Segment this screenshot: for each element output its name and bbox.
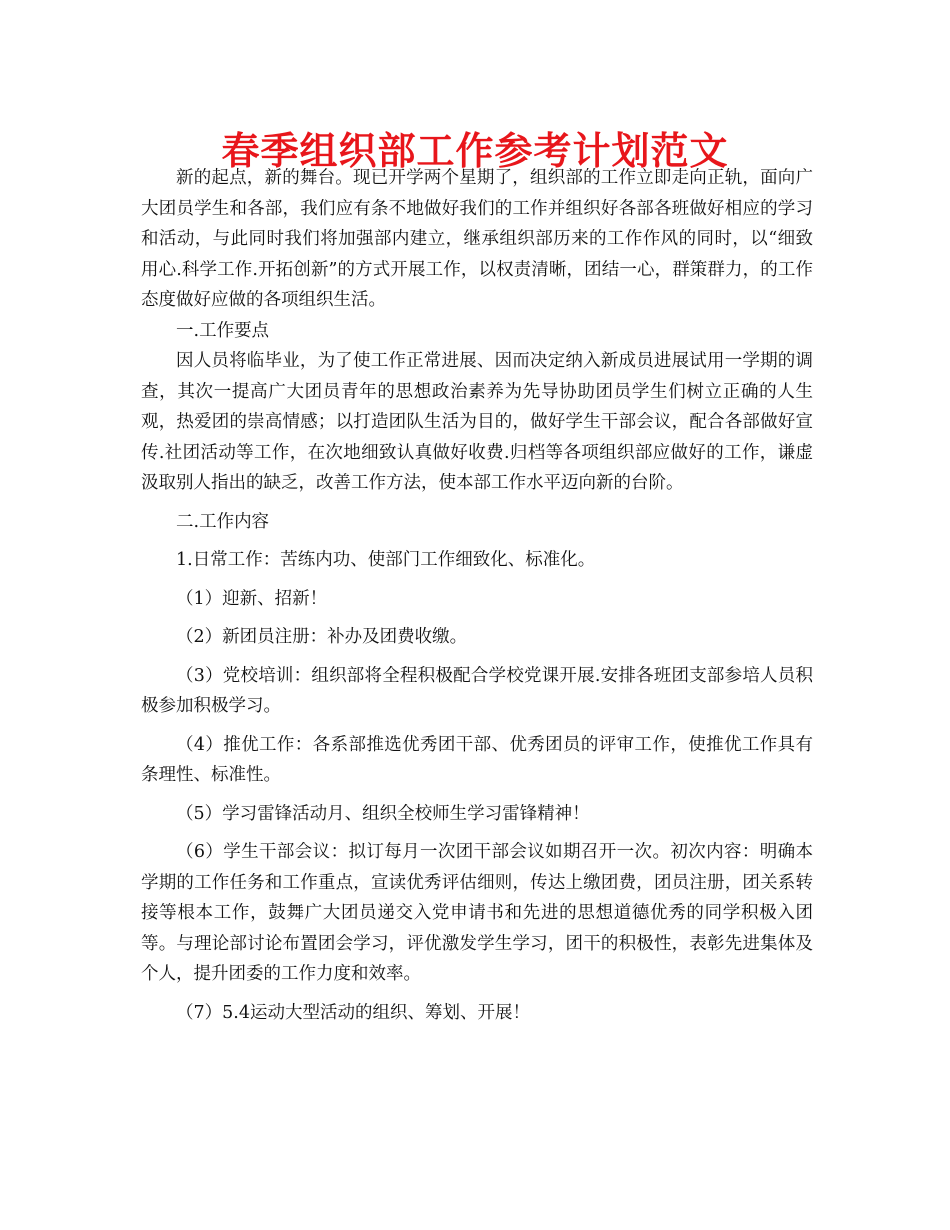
list-item-3: （3）党校培训：组织部将全程积极配合学校党课开展.安排各班团支部参培人员积极参加积极学习。: [141, 665, 813, 716]
list-item-7: （7）5.4运动大型活动的组织、筹划、开展！: [176, 1002, 530, 1023]
paragraph-intro: 新的起点，新的舞台。现已开学两个星期了，组织部的工作立即走向正轨，面向广大团员学生和各部，我们应有条不地做好我们的工作并组织好各部各班做好相应的学习和活动，与此同时我们将加强部内建立，继承组织部历来的工作作风的同时，以“细致用心.科学工作.开拓创新”的方式开展工作，以权责清晰，团结一心，群策群力，的工作态度做好应做的各项组织生活。: [141, 168, 813, 310]
list-item-1: （1）迎新、招新！: [176, 588, 328, 609]
paragraph-work-points: 因人员将临毕业，为了使工作正常进展、因而决定纳入新成员进展试用一学期的调查，其次一提高广大团员青年的思想政治素养为先导协助团员学生们树立正确的人生观，热爱团的崇高情感；以打造团队生活为目的，做好学生干部会议，配合各部做好宣传.社团活动等工作，在次地细致认真做好收费.归档等各项组织部应做好的工作，谦虚汲取别人指出的缺乏，改善工作方法，使本部工作水平迈向新的台阶。: [141, 351, 813, 493]
list-item-daily-work: 1.日常工作：苦练内功、使部门工作细致化、标准化。: [176, 550, 596, 570]
list-item-2: （2）新团员注册：补办及团费收缴。: [176, 627, 468, 647]
document-body: [141, 163, 813, 1028]
list-item-4: （4）推优工作：各系部推选优秀团干部、优秀团员的评审工作，使推优工作具有条理性、标准性。: [141, 734, 813, 785]
section-heading-work-points: 一.工作要点: [176, 320, 270, 341]
section-heading-work-content: 二.工作内容: [176, 511, 270, 532]
document-title: 春季组织部工作参考计划范文: [221, 129, 729, 173]
list-item-6: （6）学生干部会议：拟订每月一次团干部会议如期召开一次。初次内容：明确本学期的工作任务和工作重点，宣读优秀评估细则，传达上缴团费，团员注册，团关系转接等根本工作，鼓舞广大团员递交入党申请书和先进的思想道德优秀的同学积极入团等。与理论部讨论布置团会学习，评优激发学生学习，团干的积极性，表彰先进集体及个人，提升团委的工作力度和效率。: [141, 842, 813, 984]
list-item-5: （5）学习雷锋活动月、组织全校师生学习雷锋精神！: [176, 803, 590, 824]
